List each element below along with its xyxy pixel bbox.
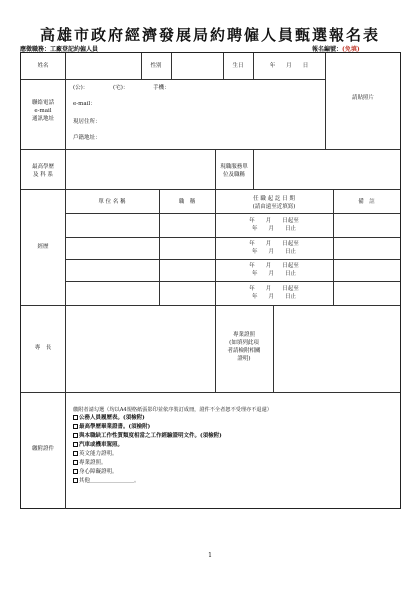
attachment-item[interactable] [73, 460, 107, 467]
education-label [21, 163, 65, 179]
birthday-field[interactable]: 年 月 日 [269, 63, 309, 69]
row-line [65, 259, 400, 260]
attachment-item-label: 其他＿＿＿＿＿＿＿＿。 [79, 478, 140, 484]
current-job-label-line: 位及職稱 [222, 172, 245, 178]
row-line [21, 305, 400, 306]
current-address-field[interactable]: 現居住所： [73, 119, 101, 125]
education-label-line: 最高學歷 [31, 164, 54, 170]
checkbox[interactable] [73, 442, 78, 447]
attachment-item[interactable] [73, 469, 118, 476]
contact-label-line: e-mail [34, 108, 52, 114]
certificate-field[interactable] [277, 311, 397, 387]
attachment-item[interactable] [73, 451, 118, 458]
certificate-label-line: (如填列此項 [229, 340, 259, 346]
experience-row-period[interactable] [215, 262, 333, 278]
contact-label [21, 99, 65, 123]
checkbox[interactable] [73, 451, 78, 456]
skills-label: 專 長 [34, 345, 52, 351]
col-title-header: 職 稱 [178, 199, 196, 205]
row-line [21, 79, 325, 80]
checkbox[interactable] [73, 424, 78, 429]
form-table [20, 52, 401, 509]
period-to: 年 月 日止 [251, 226, 296, 232]
row-line [21, 189, 400, 190]
skills-field[interactable] [69, 311, 213, 387]
row-line [65, 237, 400, 238]
attachment-item[interactable] [73, 478, 140, 485]
period-to: 年 月 日止 [251, 294, 296, 300]
col-line [333, 189, 334, 305]
period-from: 年 月 日起至 [249, 241, 299, 247]
current-job-label-line: 現職服務單 [220, 164, 248, 170]
col-line [171, 53, 172, 79]
row-line [65, 281, 400, 282]
experience-row-period[interactable] [215, 217, 333, 233]
attachment-item-label: 英文能力證明。 [79, 451, 118, 457]
job-position-label: 應徵職務：工廠登記約僱人員 [20, 46, 99, 53]
row-line [21, 149, 400, 150]
page-number: 1 [208, 552, 212, 559]
col-line [159, 189, 160, 305]
attachments-intro: 繳附者請勾選（均以A4規格紙張影印並依序裝訂成冊，證件不全者恕不受理亦不退還） [73, 407, 272, 413]
birthday-label: 生日 [232, 63, 244, 69]
email-field[interactable]: e-mail： [73, 101, 96, 107]
experience-row-period[interactable] [215, 285, 333, 301]
checkbox[interactable] [73, 478, 78, 483]
col-note-header: 備 註 [358, 199, 375, 205]
form-title: 高雄市政府經濟發展局約聘僱人員甄選報名表 [39, 26, 380, 44]
attachment-item[interactable] [73, 442, 123, 449]
checkbox[interactable] [73, 460, 78, 465]
period-from: 年 月 日起至 [249, 286, 299, 292]
gender-label: 性別 [150, 63, 162, 69]
col-period-header [215, 195, 333, 211]
period-to: 年 月 日止 [251, 271, 296, 277]
attachment-item[interactable] [73, 433, 222, 440]
row-line [21, 392, 400, 393]
name-label: 姓名 [37, 63, 49, 69]
attachment-item-label: 與本職缺工作性質類度相當之工作經驗證明文件。(須檢附) [79, 433, 222, 439]
col-line [253, 149, 254, 189]
col-line [273, 305, 274, 392]
attachment-item-label: 身心障礙證明。 [79, 469, 118, 475]
attachment-item[interactable] [73, 424, 150, 431]
period-from: 年 月 日起至 [249, 263, 299, 269]
attachment-item-label: 汽車或機車駕照。 [79, 442, 124, 448]
attachment-item-label: 專業證照。 [79, 460, 107, 466]
checkbox[interactable] [73, 415, 78, 420]
period-to: 年 月 日止 [251, 249, 296, 255]
photo-placeholder: 請貼照片 [351, 95, 374, 101]
phone-field[interactable]: (公)： (宅)： 手機： [73, 85, 170, 91]
apply-number-text: 報名編號： [312, 46, 343, 53]
period-from: 年 月 日起至 [249, 218, 299, 224]
attachment-item-label: 最高學歷畢業證書。(須檢附) [79, 424, 151, 430]
col-line [65, 53, 66, 509]
attachments-label: 繳附證件 [31, 446, 54, 452]
attachment-item[interactable] [73, 415, 145, 422]
certificate-label-line: 專業證照 [232, 332, 255, 338]
checkbox[interactable] [73, 433, 78, 438]
current-job-label [215, 163, 253, 179]
current-job-field[interactable] [257, 157, 397, 185]
col-period-header-line: (請由遠至近填寫) [252, 204, 296, 210]
col-period-header-line: 任 職 起 訖 日 期 [253, 196, 295, 202]
education-field[interactable] [69, 157, 213, 185]
name-field[interactable] [71, 63, 139, 71]
contact-label-line: 聯絡電話 [31, 100, 54, 106]
checkbox[interactable] [73, 469, 78, 474]
attachment-item-label: 公務人員履歷表。(須檢附) [79, 415, 145, 421]
apply-number-note: (免填) [342, 46, 360, 53]
row-line [65, 213, 400, 214]
education-label-line: 及 科 系 [33, 172, 53, 178]
certificate-label-line: 者請檢附相關 [227, 348, 261, 354]
certificate-label [215, 331, 273, 363]
experience-row-period[interactable] [215, 240, 333, 256]
certificate-label-line: 證明) [237, 356, 251, 362]
col-org-header: 單 位 名 稱 [98, 199, 126, 205]
experience-label: 經歷 [37, 244, 49, 250]
registered-address-field[interactable]: 戶籍地址： [73, 135, 101, 141]
contact-label-line: 通訊地址 [31, 116, 54, 122]
